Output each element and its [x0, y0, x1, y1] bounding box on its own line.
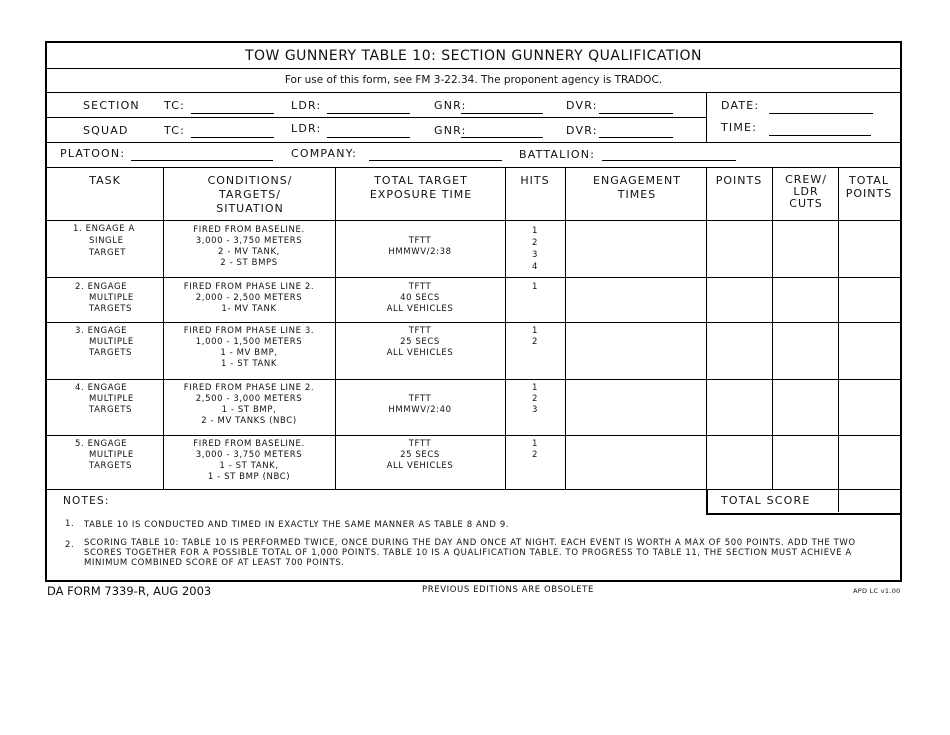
squad-tc-field[interactable] [191, 137, 274, 138]
table-row [73, 223, 135, 259]
ldr-label: LDR: [291, 99, 322, 112]
form-subtitle: For use of this form, see FM 3-22.34. The proponent agency is TRADOC. [284, 74, 663, 86]
tc-label: TC: [164, 99, 186, 112]
notes-label: NOTES: [63, 495, 110, 507]
squad-ldr-field[interactable] [327, 137, 410, 138]
gnr-label: GNR: [434, 99, 467, 112]
hits-cell: 1 2 [531, 439, 538, 460]
task-cell: 1. ENGAGE A SINGLE TARGET [73, 224, 135, 258]
header-crew-ldr-cuts: CREW/ LDR CUTS [785, 173, 827, 210]
exposure-cell: TFTT 25 SECS ALL VEHICLES [386, 439, 454, 471]
section-dvr-field[interactable] [599, 113, 673, 114]
platoon-label: PLATOON: [60, 147, 126, 160]
hits-cell: 1 2 3 4 [531, 226, 538, 272]
battalion-field[interactable] [602, 160, 736, 161]
dvr-label: DVR: [566, 99, 598, 112]
header-engagement: ENGAGEMENT TIMES [593, 174, 681, 201]
tc-label: TC: [164, 124, 186, 137]
conditions-cell: FIRED FROM PHASE LINE 3. 1,000 - 1,500 METERS 1 - MV BMP, 1 - ST TANK [183, 326, 315, 369]
ldr-label: LDR: [291, 122, 322, 135]
squad-dvr-field[interactable] [599, 137, 673, 138]
hits-cell: 1 2 [531, 326, 538, 347]
section-ldr-field[interactable] [327, 113, 410, 114]
task-cell: 4. ENGAGE MULTIPLE TARGETS [75, 383, 134, 415]
note-text: TABLE 10 IS CONDUCTED AND TIMED IN EXACTLY THE SAME MANNER AS TABLE 8 AND 9. [84, 520, 510, 530]
date-label: DATE: [721, 99, 760, 112]
conditions-cell: FIRED FROM BASELINE. 3,000 - 3,750 METERS 1 - ST TANK, 1 - ST BMP (NBC) [193, 439, 305, 482]
header-task: TASK [89, 174, 121, 187]
company-label: COMPANY: [291, 147, 358, 160]
conditions-cell: FIRED FROM PHASE LINE 2. 2,500 - 3,000 METERS 1 - ST BMP, 2 - MV TANKS (NBC) [183, 383, 315, 426]
section-tc-field[interactable] [191, 113, 274, 114]
gunnery-form [45, 41, 902, 582]
battalion-label: BATTALION: [519, 148, 596, 161]
obsolete-notice: PREVIOUS EDITIONS ARE OBSOLETE [422, 585, 594, 595]
note-number: 2. [65, 540, 75, 550]
total-score-field[interactable] [839, 490, 899, 513]
section-label: SECTION [83, 99, 140, 112]
exposure-cell: TFTT 25 SECS ALL VEHICLES [386, 326, 454, 358]
gnr-label: GNR: [434, 124, 467, 137]
company-field[interactable] [369, 160, 502, 161]
version-label: APD LC v1.00 [853, 587, 901, 595]
squad-gnr-field[interactable] [461, 137, 543, 138]
conditions-cell: FIRED FROM BASELINE. 3,000 - 3,750 METERS 2 - MV TANK, 2 - ST BMPS [193, 225, 305, 268]
task-cell: 2. ENGAGE MULTIPLE TARGETS [75, 282, 134, 314]
note-number: 1. [65, 519, 75, 529]
header-points: POINTS [715, 174, 763, 187]
section-gnr-field[interactable] [461, 113, 543, 114]
total-score-label: TOTAL SCORE [721, 494, 811, 507]
task-cell: 3. ENGAGE MULTIPLE TARGETS [75, 326, 134, 358]
hits-cell: 1 [531, 282, 538, 292]
dvr-label: DVR: [566, 124, 598, 137]
form-identifier: DA FORM 7339-R, AUG 2003 [47, 584, 212, 598]
conditions-cell: FIRED FROM PHASE LINE 2. 2,000 - 2,500 METERS 1- MV TANK [183, 282, 315, 314]
header-exposure: TOTAL TARGET EXPOSURE TIME [369, 174, 473, 201]
platoon-field[interactable] [131, 160, 273, 161]
header-hits: HITS [520, 174, 550, 187]
form-title: TOW GUNNERY TABLE 10: SECTION GUNNERY QUALIFICATION [244, 48, 703, 64]
time-field[interactable] [769, 135, 871, 136]
date-field[interactable] [769, 113, 873, 114]
task-cell: 5. ENGAGE MULTIPLE TARGETS [75, 439, 134, 471]
header-total-points: TOTAL POINTS [845, 174, 893, 200]
header-conditions: CONDITIONS/ TARGETS/ SITUATION [207, 174, 293, 215]
time-label: TIME: [721, 121, 758, 134]
note-text: SCORING TABLE 10: TABLE 10 IS PERFORMED TWICE, ONCE DURING THE DAY AND ONCE AT NIGHT. EACH EVENT IS WORTH A MAX OF 500 POINTS. ADD THE TWO SCORES TOGETHER FOR A POSSIBLE TOTAL OF 1,000 POINTS. TABLE 10 IS A QUALIFICATION TABLE. TO PROGRESS TO TABLE 11, THE SECTION MUST ACHIEVE A MINIMUM COMBINED SCORE OF AT LEAST 700 POINTS. [84, 538, 856, 568]
exposure-cell: TFTT 40 SECS ALL VEHICLES [386, 282, 454, 314]
exposure-cell: TFTT HMMWV/2:38 [388, 236, 452, 257]
hits-cell: 1 2 3 [531, 383, 538, 415]
exposure-cell: TFTT HMMWV/2:40 [388, 394, 452, 415]
squad-label: SQUAD [83, 124, 129, 137]
